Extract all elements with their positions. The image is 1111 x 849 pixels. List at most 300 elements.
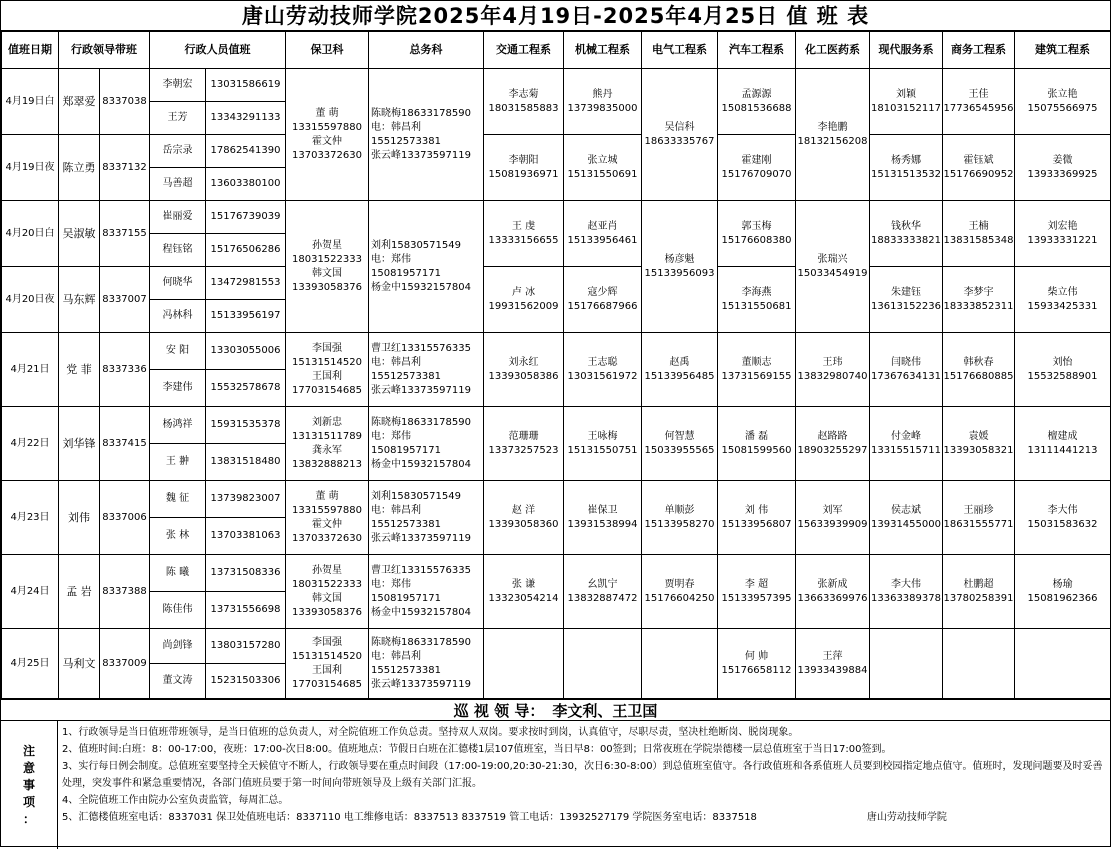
cell-line: 王国利 — [312, 664, 342, 676]
general-affairs-cell — [369, 407, 484, 481]
duty-date: 4月21日 — [2, 333, 59, 407]
cell-line: 18031522333 — [292, 578, 362, 590]
staff-name: 安 阳 — [150, 333, 206, 370]
cell-line: 曹卫红13315576335 — [371, 342, 471, 354]
cell-line: 15081962366 — [1027, 592, 1098, 604]
auto-dept-cell — [718, 201, 796, 267]
security-cell — [286, 201, 369, 333]
cell-line: 刘永红 — [508, 356, 539, 368]
mechanical-dept-cell — [564, 69, 642, 135]
cell-line: 15133958270 — [644, 518, 715, 530]
cell-line: 18103152117 — [871, 102, 941, 114]
cell-line: 15176687966 — [567, 300, 638, 312]
cell-line: 13393058376 — [292, 281, 362, 293]
cell-line: 霍建刚 — [741, 154, 772, 166]
security-cell — [286, 333, 369, 407]
cell-line: 李朝阳 — [508, 154, 539, 166]
notes-label-char: ： — [22, 811, 35, 826]
cell-line: 刘利15830571549 — [371, 239, 461, 251]
patrol-label: 巡 视 领 导： — [453, 702, 545, 720]
cell-line: 电：郑伟 — [371, 578, 411, 590]
cell-line: 张云峰13373597119 — [371, 532, 471, 544]
electrical-dept-cell — [642, 333, 718, 407]
staff-name: 杨鸿祥 — [150, 407, 206, 444]
dept-cell — [943, 555, 1015, 629]
cell-line: 何 帅 — [744, 650, 769, 662]
cell-line: 13393058360 — [488, 518, 559, 530]
electrical-dept-cell — [642, 555, 718, 629]
dept-cell — [870, 407, 943, 481]
cell-line: 13663369976 — [797, 592, 868, 604]
cell-line: 13393058321 — [943, 444, 1014, 456]
chemical-dept-cell — [796, 333, 870, 407]
cell-line: 檀建成 — [1047, 430, 1078, 442]
cell-line: 15131550691 — [567, 168, 638, 180]
cell-line: 15081957171 — [371, 267, 441, 279]
duty-date: 4月24日 — [2, 555, 59, 629]
cell-line: 霍文仲 — [312, 135, 342, 147]
leader-phone: 8337006 — [100, 481, 150, 555]
mechanical-dept-cell — [564, 135, 642, 201]
cell-line: 杨金中15932157804 — [371, 606, 471, 618]
cell-line: 范珊珊 — [508, 430, 539, 442]
cell-line: 吴信科 — [664, 121, 695, 133]
cell-line: 侯志斌 — [891, 504, 921, 516]
auto-dept-cell — [718, 69, 796, 135]
cell-line: 15176608380 — [721, 234, 792, 246]
notes-label — [1, 721, 58, 849]
staff-name: 魏 征 — [150, 481, 206, 518]
cell-line: 付金峰 — [891, 430, 921, 442]
duty-date: 4月19日夜 — [2, 135, 59, 201]
cell-line: 15133956807 — [721, 518, 792, 530]
table-row — [2, 407, 1111, 444]
column-header: 电气工程系 — [642, 32, 718, 69]
transport-dept-cell — [484, 201, 564, 267]
cell-line: 寇少辉 — [587, 286, 618, 298]
table-row — [2, 629, 1111, 664]
cell-line: 电：郑伟 — [371, 430, 411, 442]
security-cell — [286, 69, 369, 201]
leader-phone: 8337007 — [100, 267, 150, 333]
staff-phone: 15176739039 — [206, 201, 286, 234]
general-affairs-cell — [369, 629, 484, 699]
cell-line: 15176680885 — [943, 370, 1014, 382]
staff-phone: 13731508336 — [206, 555, 286, 592]
dept-cell — [1015, 333, 1111, 407]
dept-cell — [943, 201, 1015, 267]
cell-line: 13393058386 — [488, 370, 559, 382]
cell-line: 15133957395 — [721, 592, 792, 604]
cell-line: 13933439884 — [797, 664, 868, 676]
cell-line: 何智慧 — [664, 430, 695, 442]
cell-line: 15081957171 — [371, 592, 441, 604]
security-cell — [286, 555, 369, 629]
dept-cell — [1015, 481, 1111, 555]
dept-cell — [870, 201, 943, 267]
cell-line: 朱建钰 — [891, 286, 921, 298]
cell-line: 17367634131 — [871, 370, 941, 382]
staff-phone: 15931535378 — [206, 407, 286, 444]
table-row — [2, 333, 1111, 370]
cell-line: 15031583632 — [1027, 518, 1098, 530]
dept-cell — [943, 69, 1015, 135]
cell-line: 15131514520 — [292, 650, 362, 662]
duty-date: 4月23日 — [2, 481, 59, 555]
cell-line: 孙贺星 — [312, 564, 342, 576]
cell-line: 崔保卫 — [587, 504, 618, 516]
cell-line: 15633939909 — [797, 518, 868, 530]
auto-dept-cell — [718, 135, 796, 201]
duty-leader: 郑翠爱 — [59, 69, 100, 135]
cell-line: 袁媛 — [968, 430, 989, 442]
cell-line: 李志菊 — [508, 88, 539, 100]
cell-line: 姜微 — [1052, 154, 1073, 166]
staff-name: 陈佳伟 — [150, 592, 206, 629]
column-header: 化工医药系 — [796, 32, 870, 69]
chemical-dept-cell — [796, 555, 870, 629]
column-header: 机械工程系 — [564, 32, 642, 69]
cell-line: 15512573381 — [371, 135, 441, 147]
general-affairs-cell — [369, 481, 484, 555]
cell-line: 霍文仲 — [312, 518, 342, 530]
cell-line: 王佳 — [968, 88, 989, 100]
note-item: 2、值班时间:白班：8：00-17:00，夜班：17:00-次日8:00。值班地点：节假日白班在汇德楼1层107值班室，当日早8：00签到；日常夜班在学院崇德楼一层总值班室于当日17:00签到。 — [62, 744, 892, 755]
contacts-text: 5、汇德楼值班室电话：8337031 保卫处值班电话：8337110 电工维修电话：8337513 8337519 管工电话：13932527179 学院医务室电话：8337518 — [62, 812, 757, 823]
cell-line: 陈晓梅18633178590 — [371, 416, 471, 428]
cell-line: 15081599560 — [721, 444, 792, 456]
chemical-dept-cell — [796, 407, 870, 481]
electrical-dept-cell — [642, 629, 718, 699]
notes-label-char: 意 — [22, 760, 35, 775]
leader-phone: 8337038 — [100, 69, 150, 135]
cell-line: 13373257523 — [488, 444, 559, 456]
cell-line: 电：韩昌利 — [371, 650, 421, 662]
cell-line: 18031522333 — [292, 253, 362, 265]
duty-table — [1, 31, 1111, 699]
transport-dept-cell — [484, 629, 564, 699]
cell-line: 张瑞兴 — [817, 253, 848, 265]
cell-line: 张云峰13373597119 — [371, 384, 471, 396]
cell-line: 13703372630 — [292, 532, 362, 544]
cell-line: 13931538994 — [567, 518, 638, 530]
staff-phone: 13343291133 — [206, 102, 286, 135]
cell-line: 曹卫红13315576335 — [371, 564, 471, 576]
cell-line: 18132156208 — [797, 135, 868, 147]
dept-cell — [870, 555, 943, 629]
duty-leader: 马东辉 — [59, 267, 100, 333]
dept-cell — [870, 481, 943, 555]
security-cell — [286, 629, 369, 699]
cell-line: 15033955565 — [644, 444, 715, 456]
transport-dept-cell — [484, 481, 564, 555]
dept-cell — [870, 629, 943, 699]
cell-line: 董 萌 — [315, 107, 339, 119]
security-cell — [286, 407, 369, 481]
auto-dept-cell — [718, 555, 796, 629]
cell-line: 18903255297 — [797, 444, 868, 456]
cell-line: 13731569155 — [721, 370, 792, 382]
cell-line: 龚永军 — [312, 444, 342, 456]
cell-line: 韩文国 — [312, 592, 342, 604]
staff-name: 李朝宏 — [150, 69, 206, 102]
leader-phone: 8337132 — [100, 135, 150, 201]
duty-leader: 党 菲 — [59, 333, 100, 407]
cell-line: 柴立伟 — [1047, 286, 1078, 298]
dept-cell — [870, 69, 943, 135]
cell-line: 杨金中15932157804 — [371, 281, 471, 293]
column-header: 总务科 — [369, 32, 484, 69]
cell-line: 13832888213 — [292, 458, 362, 470]
staff-name: 陈 曦 — [150, 555, 206, 592]
table-row — [2, 135, 1111, 168]
table-row — [2, 267, 1111, 300]
staff-name: 程钰铭 — [150, 234, 206, 267]
patrol-names: 李文利、王卫国 — [552, 702, 658, 720]
cell-line: 赵路路 — [817, 430, 848, 442]
cell-line: 王国利 — [312, 370, 342, 382]
staff-phone: 15231503306 — [206, 664, 286, 699]
dept-cell — [1015, 201, 1111, 267]
cell-line: 18031585883 — [488, 102, 559, 114]
cell-line: 13393058376 — [292, 606, 362, 618]
cell-line: 卢 冰 — [511, 286, 536, 298]
cell-line: 15131550751 — [567, 444, 638, 456]
transport-dept-cell — [484, 135, 564, 201]
table-row — [2, 555, 1111, 592]
cell-line: 18333852311 — [943, 300, 1014, 312]
dept-cell — [1015, 135, 1111, 201]
cell-line: 单顺彭 — [664, 504, 695, 516]
column-header: 建筑工程系 — [1015, 32, 1111, 69]
staff-phone: 15532578678 — [206, 370, 286, 407]
staff-phone: 13031586619 — [206, 69, 286, 102]
column-header: 汽车工程系 — [718, 32, 796, 69]
auto-dept-cell — [718, 629, 796, 699]
electrical-dept-cell — [642, 69, 718, 201]
cell-line: 15532588901 — [1027, 370, 1098, 382]
mechanical-dept-cell — [564, 407, 642, 481]
cell-line: 李大伟 — [1047, 504, 1078, 516]
dept-cell — [1015, 267, 1111, 333]
cell-line: 15131513532 — [871, 168, 941, 180]
cell-line: 王楠 — [968, 220, 989, 232]
cell-line: 韩秋春 — [963, 356, 994, 368]
cell-line: 15081936971 — [488, 168, 559, 180]
cell-line: 13780258391 — [943, 592, 1014, 604]
dept-cell — [1015, 555, 1111, 629]
dept-cell — [943, 629, 1015, 699]
cell-line: 贾明春 — [664, 578, 695, 590]
cell-line: 13831585348 — [943, 234, 1014, 246]
cell-line: 董 萌 — [315, 490, 339, 502]
duty-leader: 刘华锋 — [59, 407, 100, 481]
cell-line: 电：韩昌利 — [371, 504, 421, 516]
cell-line: 15176709070 — [721, 168, 792, 180]
cell-line: 电：韩昌利 — [371, 121, 421, 133]
column-header: 交通工程系 — [484, 32, 564, 69]
cell-line: 刘利15830571549 — [371, 490, 461, 502]
cell-line: 15133956461 — [567, 234, 638, 246]
cell-line: 张新成 — [817, 578, 848, 590]
cell-line: 张云峰13373597119 — [371, 149, 471, 161]
cell-line: 13832887472 — [567, 592, 638, 604]
mechanical-dept-cell — [564, 201, 642, 267]
cell-line: 杨彦魁 — [664, 253, 695, 265]
cell-line: 杨瑜 — [1052, 578, 1073, 590]
staff-phone: 13731556698 — [206, 592, 286, 629]
cell-line: 张立城 — [587, 154, 618, 166]
cell-line: 杨秀娜 — [891, 154, 921, 166]
staff-name: 王 翀 — [150, 444, 206, 481]
mechanical-dept-cell — [564, 481, 642, 555]
cell-line: 郭玉梅 — [741, 220, 772, 232]
mechanical-dept-cell — [564, 333, 642, 407]
cell-line: 杨金中15932157804 — [371, 458, 471, 470]
cell-line: 刘怡 — [1052, 356, 1073, 368]
cell-line: 15512573381 — [371, 518, 441, 530]
cell-line: 陈晓梅18633178590 — [371, 107, 471, 119]
general-affairs-cell — [369, 555, 484, 629]
security-cell — [286, 481, 369, 555]
staff-name: 李建伟 — [150, 370, 206, 407]
cell-line: 李 超 — [744, 578, 769, 590]
notes-section — [1, 721, 1110, 849]
chemical-dept-cell — [796, 481, 870, 555]
chemical-dept-cell — [796, 69, 870, 201]
cell-line: 13315515711 — [871, 444, 941, 456]
leader-phone: 8337336 — [100, 333, 150, 407]
staff-phone: 17862541390 — [206, 135, 286, 168]
cell-line: 熊丹 — [592, 88, 613, 100]
leader-phone: 8337415 — [100, 407, 150, 481]
cell-line: 潘 磊 — [744, 430, 769, 442]
staff-phone: 13703381063 — [206, 518, 286, 555]
column-header: 保卫科 — [286, 32, 369, 69]
staff-name: 岳宗录 — [150, 135, 206, 168]
auto-dept-cell — [718, 267, 796, 333]
general-affairs-cell — [369, 201, 484, 333]
duty-date: 4月19日白 — [2, 69, 59, 135]
mechanical-dept-cell — [564, 629, 642, 699]
cell-line: 18833333821 — [871, 234, 941, 246]
dept-cell — [943, 267, 1015, 333]
cell-line: 15075566975 — [1027, 102, 1098, 114]
cell-line: 15033454919 — [797, 267, 868, 279]
auto-dept-cell — [718, 481, 796, 555]
column-header: 值班日期 — [2, 32, 59, 69]
cell-line: 张 谦 — [511, 578, 536, 590]
cell-line: 李艳鹏 — [817, 121, 848, 133]
cell-line: 杜鹏超 — [963, 578, 994, 590]
cell-line: 17703154685 — [292, 384, 362, 396]
cell-line: 刘颖 — [896, 88, 916, 100]
staff-name: 王芳 — [150, 102, 206, 135]
cell-line: 孟源源 — [741, 88, 772, 100]
cell-line: 15081536688 — [721, 102, 792, 114]
duty-date: 4月20日白 — [2, 201, 59, 267]
cell-line: 陈晓梅18633178590 — [371, 636, 471, 648]
cell-line: 17703154685 — [292, 678, 362, 690]
cell-line: 董顺志 — [741, 356, 772, 368]
electrical-dept-cell — [642, 201, 718, 333]
transport-dept-cell — [484, 407, 564, 481]
staff-phone: 15176506286 — [206, 234, 286, 267]
cell-line: 闫晓伟 — [891, 356, 921, 368]
electrical-dept-cell — [642, 407, 718, 481]
cell-line: 李国强 — [312, 636, 342, 648]
cell-line: 15512573381 — [371, 664, 441, 676]
cell-line: 13315597880 — [292, 121, 362, 133]
staff-phone: 15133956197 — [206, 300, 286, 333]
cell-line: 19931562009 — [488, 300, 559, 312]
table-row — [2, 201, 1111, 234]
staff-name: 冯林科 — [150, 300, 206, 333]
transport-dept-cell — [484, 69, 564, 135]
note-contacts — [62, 809, 1104, 826]
cell-line: 电：韩昌利 — [371, 356, 421, 368]
cell-line: 13739835000 — [567, 102, 638, 114]
cell-line: 韩文国 — [312, 267, 342, 279]
cell-line: 孙贺星 — [312, 239, 342, 251]
auto-dept-cell — [718, 333, 796, 407]
cell-line: 刘军 — [822, 504, 843, 516]
cell-line: 17736545956 — [943, 102, 1014, 114]
duty-date: 4月25日 — [2, 629, 59, 699]
cell-line: 13931455000 — [871, 518, 941, 530]
column-header: 商务工程系 — [943, 32, 1015, 69]
leader-phone: 8337009 — [100, 629, 150, 699]
leader-phone: 8337388 — [100, 555, 150, 629]
duty-date: 4月20日夜 — [2, 267, 59, 333]
cell-line: 15176658112 — [721, 664, 792, 676]
duty-date: 4月22日 — [2, 407, 59, 481]
cell-line: 王玮 — [822, 356, 843, 368]
note-item: 4、全院值班工作由院办公室负责监管，每周汇总。 — [62, 795, 289, 806]
staff-name: 崔丽爱 — [150, 201, 206, 234]
duty-leader: 马利文 — [59, 629, 100, 699]
cell-line: 张云峰13373597119 — [371, 678, 471, 690]
staff-phone: 13603380100 — [206, 168, 286, 201]
chemical-dept-cell — [796, 201, 870, 333]
cell-line: 15133956093 — [644, 267, 715, 279]
leader-phone: 8337155 — [100, 201, 150, 267]
staff-phone: 13831518480 — [206, 444, 286, 481]
cell-line: 13323054214 — [488, 592, 559, 604]
signature: 唐山劳动技师学院 — [866, 812, 947, 823]
cell-line: 15176690952 — [943, 168, 1014, 180]
cell-line: 赵亚肖 — [587, 220, 618, 232]
cell-line: 王志聪 — [587, 356, 618, 368]
cell-line: 张立艳 — [1047, 88, 1078, 100]
cell-line: 13613152236 — [871, 300, 941, 312]
cell-line: 15512573381 — [371, 370, 441, 382]
patrol-leaders — [1, 699, 1110, 721]
table-row — [2, 481, 1111, 518]
cell-line: 18631555771 — [943, 518, 1014, 530]
staff-name: 马善超 — [150, 168, 206, 201]
dept-cell — [870, 267, 943, 333]
cell-line: 15131550681 — [721, 300, 792, 312]
dept-cell — [1015, 629, 1111, 699]
column-header: 现代服务系 — [870, 32, 943, 69]
dept-cell — [1015, 407, 1111, 481]
cell-line: 霍钰斌 — [963, 154, 994, 166]
transport-dept-cell — [484, 267, 564, 333]
cell-line: 钱秋华 — [891, 220, 921, 232]
cell-line: 13832980740 — [797, 370, 868, 382]
cell-line: 15131514520 — [292, 356, 362, 368]
